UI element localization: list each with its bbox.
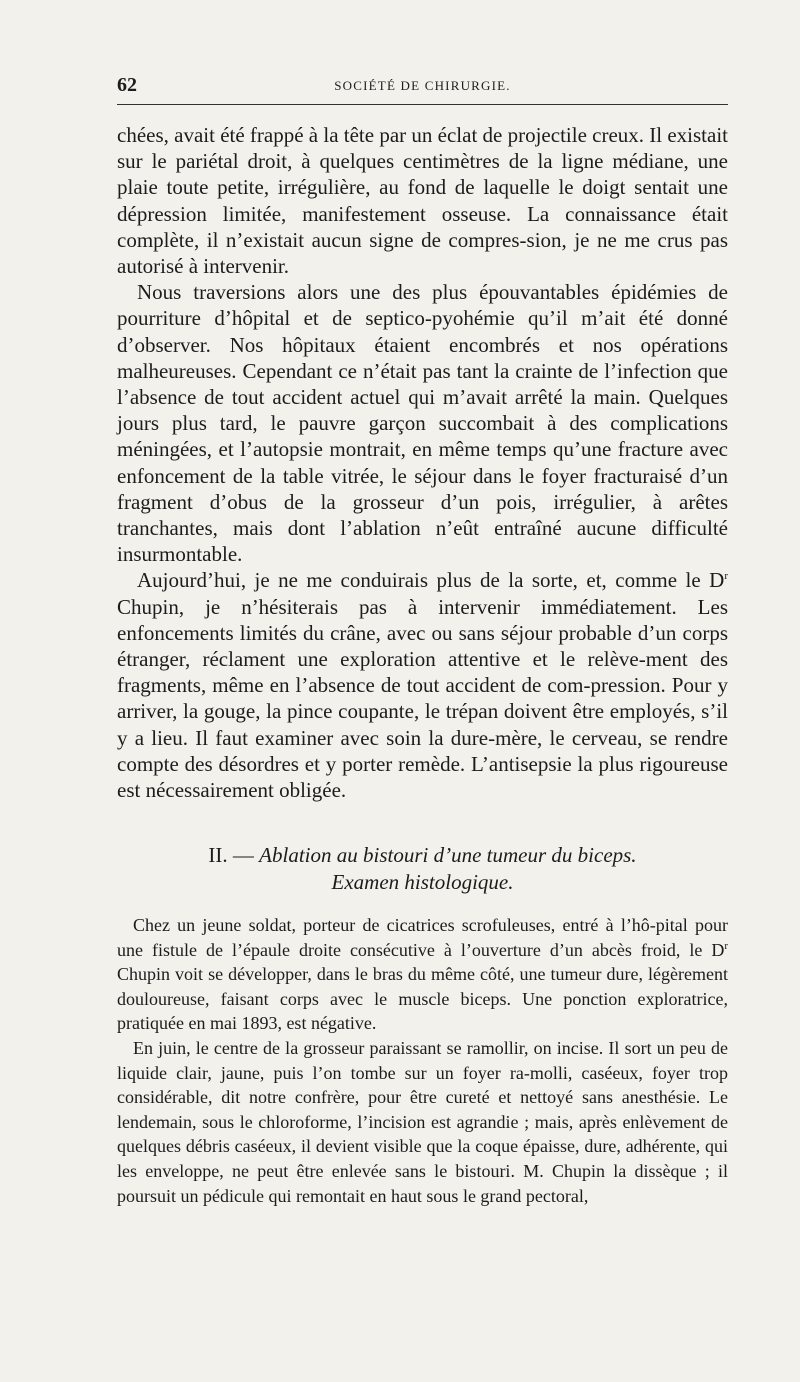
running-title: SOCIÉTÉ DE CHIRURGIE. [334,78,511,93]
paragraph-3 [117,567,728,803]
section-title-line-1: Ablation au bistouri d’une tumeur du biceps. [259,843,637,867]
main-body-text [117,122,728,803]
section-heading-line-1 [117,842,728,869]
case-paragraph-1-rest: Chupin voit se développer, dans le bras du même côté, une tumeur dure, légèrement douloureuse, faisant corps avec le muscle biceps. Une ponction exploratrice, pratiquée en mai 1893, est négative. [117,964,728,1034]
case-paragraph-1-superscript: r [724,939,728,952]
case-paragraph-1 [117,913,728,1036]
section-number: II. — [208,843,254,867]
case-paragraph-1-start: Chez un jeune soldat, porteur de cicatrices scrofuleuses, entré à l’hô-pital pour une fistule de l’épaule droite consécutive à l’ouverture d’un abcès froid, le D [117,915,728,960]
case-report-text [117,913,728,1208]
paragraph-2: Nous traversions alors une des plus épouvantables épidémies de pourriture d’hôpital et de septico-pyohémie qu’il m’ait été donné d’observer. Nos hôpitaux étaient encombrés et nos opérations malheureuses. Cependant ce n’était pas tant la crainte de l’infection que l’absence de tout accident actuel qui m’avait arrêté la main. Quelques jours plus tard, le pauvre garçon succombait à des complications méningées, et l’autopsie montrait, en même temps qu’une fracture avec enfoncement de la table vitrée, le séjour dans le foyer fracturaisé d’un fragment d’obus de la grosseur d’un pois, irrégulier, à arêtes tranchantes, mais dont l’ablation n’eût entraîné aucune difficulté insurmontable. [117,280,728,567]
paragraph-3-start: Aujourd’hui, je ne me conduirais plus de la sorte, et, comme le D [137,568,725,593]
header-rule [117,104,728,105]
paragraph-3-rest: Chupin, je n’hésiterais pas à intervenir immédiatement. Les enfoncements limités du crâne, avec ou sans séjour probable d’un corps étranger, réclament une exploration attentive et le relève-ment des fragments, même en l’absence de tout accident de com-pression. Pour y arriver, la gouge, la pince coupante, le trépan doivent être employés, s’il y a lieu. Il faut examiner avec soin la dure-mère, le cerveau, se rendre compte des désordres et y porter remède. L’antisepsie la plus rigoureuse est nécessairement obligée. [117,594,728,803]
paragraph-3-superscript: r [724,570,728,583]
case-paragraph-2: En juin, le centre de la grosseur paraissant se ramollir, on incise. Il sort un peu de liquide clair, jaune, puis l’on tombe sur un foyer ra-molli, caséeux, foyer trop considérable, dit notre confrère, pour être cureté et nettoyé sans anesthésie. Le lendemain, sous le chloroforme, l’incision est agrandie ; mais, après enlèvement de quelques débris caséeux, il devient visible que la coque épaisse, dure, adhérente, qui les enveloppe, ne peut être enlevée sans le bistouri. M. Chupin la dissèque ; il poursuit un pédicule qui remontait en haut sous le grand pectoral, [117,1037,728,1206]
section-title-line-2: Examen histologique. [331,870,514,894]
running-header [117,74,728,98]
page-number: 62 [117,74,137,96]
section-heading [117,842,728,896]
paragraph-1: chées, avait été frappé à la tête par un éclat de projectile creux. Il existait sur le pariétal droit, à quelques centimètres de la ligne médiane, une plaie toute petite, irrégulière, au fond de laquelle le doigt sentait une dépression limitée, manifestement osseuse. La connaissance était complète, il n’existait aucun signe de compres-sion, je ne me crus pas autorisé à intervenir. [117,123,729,279]
